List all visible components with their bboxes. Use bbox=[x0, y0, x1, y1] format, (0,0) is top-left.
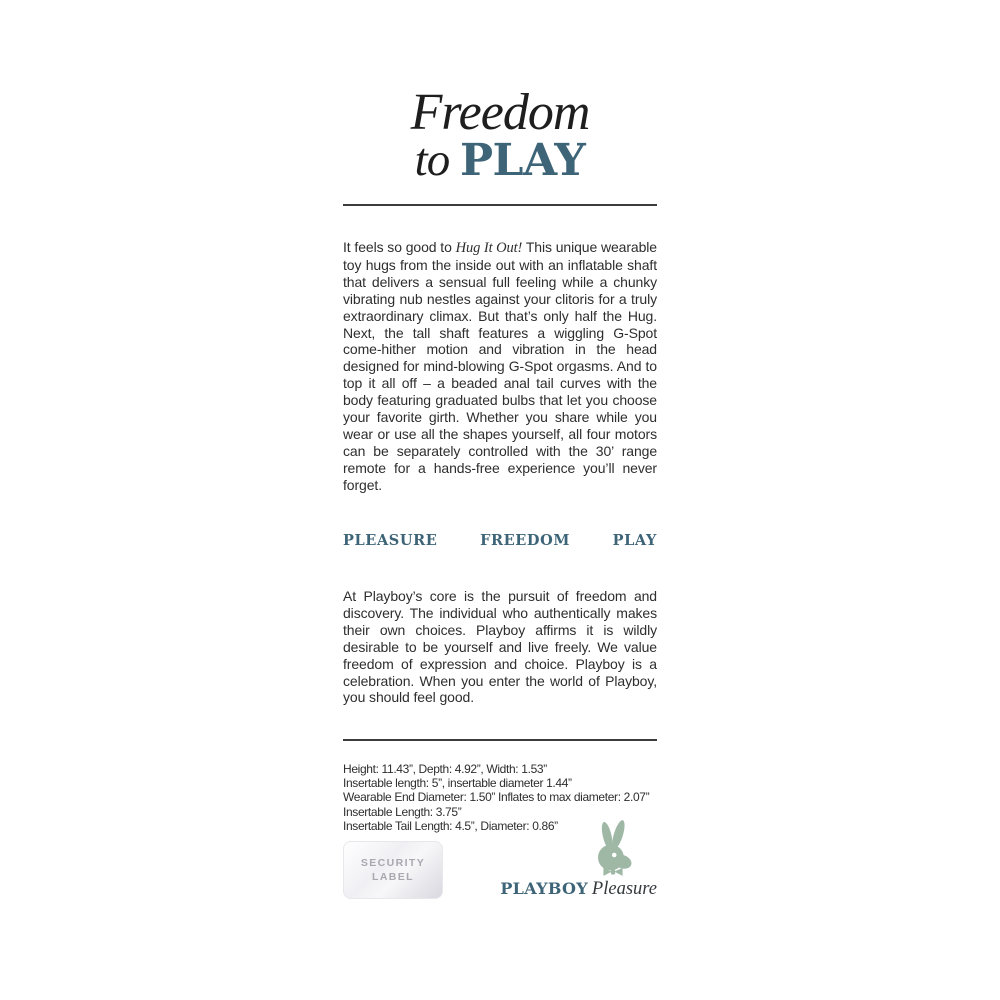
pleasure-wordmark: Pleasure bbox=[591, 879, 657, 899]
playboy-wordmark: PLAYBOY bbox=[500, 879, 588, 898]
divider-bottom bbox=[343, 739, 657, 741]
title-play-word: PLAY bbox=[459, 135, 586, 187]
description-rest: This unique wearable toy hugs from the inside out with an inflatable shaft that delivers a sensual full feeling while a chunky vibrating nub nestles against your clitoris for a truly extraordinary climax. But that’s only half the Hug. Next, the tall shaft features a wiggling G-Spot come-hither motion and vibration in the head designed for mind-blowing G-Spot orgasms. And to top it all off – a beaded anal tail curves with the body featuring graduated bulbs that let you choose your favorite girth. Whether you share while you wear or use all the shapes yourself, all four motors can be separately controlled with the 30’ range remote for a hands-free experience you’ll never forget. bbox=[343, 239, 657, 493]
security-label bbox=[343, 841, 443, 899]
hug-it-out-phrase: Hug It Out! bbox=[455, 240, 523, 256]
spec-line-insertable-length: Insertable Length: 3.75” bbox=[343, 804, 462, 819]
playboy-bunny-icon bbox=[588, 820, 638, 880]
spec-line-insertable: Insertable length: 5”, insertable diameter 1.44” bbox=[343, 776, 572, 791]
product-description-paragraph bbox=[343, 239, 657, 494]
tagline-pleasure: PLEASURE bbox=[343, 532, 438, 549]
tagline-play: PLAY bbox=[612, 532, 657, 549]
description-lead: It feels so good to bbox=[343, 239, 456, 255]
tagline-freedom: FREEDOM bbox=[480, 532, 570, 549]
spec-line-wearable-end: Wearable End Diameter: 1.50” Inflates to max diameter: 2.07” bbox=[343, 790, 650, 805]
security-label-text: SECURITY LABEL bbox=[360, 856, 426, 883]
title-to-word: to bbox=[414, 134, 460, 187]
divider-top bbox=[343, 204, 657, 206]
page-title bbox=[343, 84, 657, 187]
brand-wordmark bbox=[457, 879, 657, 900]
spec-line-tail: Insertable Tail Length: 4.5”, Diameter: 0.86” bbox=[343, 818, 558, 833]
title-line-2 bbox=[343, 134, 657, 187]
brand-tagline-row bbox=[343, 532, 657, 549]
brand-philosophy-paragraph: At Playboy’s core is the pursuit of freedom and discovery. The individual who authentically makes their own choices. Playboy affirms it is wildly desirable to be yourself and live freely. We value freedom of expression and choice. Playboy is a celebration. When you enter the world of Playboy, you should feel good. bbox=[343, 588, 657, 706]
spec-line-dimensions: Height: 11.43”, Depth: 4.92”, Width: 1.53” bbox=[343, 762, 547, 776]
title-line-1: Freedom bbox=[410, 84, 590, 141]
